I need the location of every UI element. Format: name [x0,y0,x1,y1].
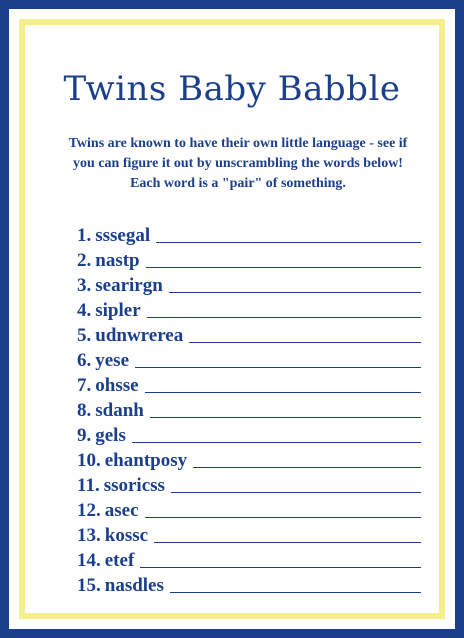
answer-line[interactable] [140,567,421,568]
item-number: 13. [77,525,101,546]
scrambled-word: udnwrerea [95,325,184,346]
item-number: 5. [77,325,92,346]
list-item [77,275,421,300]
scrambled-word: nasdles [104,575,164,596]
instructions-line-3: Each word is a "pair" of something. [130,176,346,191]
item-number: 1. [77,225,92,246]
list-item [77,300,421,325]
item-number: 8. [77,400,92,421]
item-number: 11. [77,475,100,496]
scrambled-word: nastp [95,250,140,271]
scrambled-word: sssegal [95,225,151,246]
answer-line[interactable] [135,367,421,368]
list-item [77,550,421,575]
scrambled-word: yese [95,350,130,371]
list-item [77,400,421,425]
item-number: 6. [77,350,92,371]
answer-line[interactable] [170,592,421,593]
list-item [77,475,421,500]
item-number: 4. [77,300,92,321]
answer-line[interactable] [147,317,421,318]
list-item [77,350,421,375]
instructions-line-1: Twins are known to have their own little language - see if [68,136,408,151]
list-item [77,375,421,400]
answer-line[interactable] [189,342,421,343]
instructions [45,134,431,194]
list-item [77,250,421,275]
scrambled-word: asec [104,500,139,521]
item-number: 12. [77,500,101,521]
list-item [77,500,421,525]
scrambled-word: searirgn [95,275,163,296]
scrambled-word: ehantposy [104,450,188,471]
scrambled-word: sipler [95,300,141,321]
list-item [77,225,421,250]
list-item [77,325,421,350]
scrambled-word: sdanh [95,400,144,421]
answer-line[interactable] [132,442,421,443]
answer-line[interactable] [193,467,421,468]
answer-line[interactable] [145,517,421,518]
item-number: 2. [77,250,92,271]
scrambled-word: ssoricss [103,475,165,496]
answer-line[interactable] [145,392,421,393]
item-number: 14. [77,550,101,571]
scrambled-word: ohsse [95,375,139,396]
answer-line[interactable] [171,492,421,493]
answer-line[interactable] [169,292,421,293]
item-number: 10. [77,450,101,471]
answer-line[interactable] [150,417,421,418]
answer-line[interactable] [146,267,421,268]
item-number: 3. [77,275,92,296]
scrambled-word: etef [104,550,135,571]
instructions-line-2: you can figure it out by unscrambling the words below! [73,156,403,171]
page-title: Twins Baby Babble [63,69,401,109]
answer-line[interactable] [156,242,421,243]
list-item [77,450,421,475]
answer-line[interactable] [154,542,421,543]
item-number: 7. [77,375,92,396]
list-item [77,575,421,600]
inner-border [19,19,445,619]
item-number: 9. [77,425,92,446]
list-item [77,425,421,450]
scrambled-word: gels [95,425,126,446]
list-item [77,525,421,550]
word-list [77,225,421,600]
scrambled-word: kossc [104,525,149,546]
item-number: 15. [77,575,101,596]
